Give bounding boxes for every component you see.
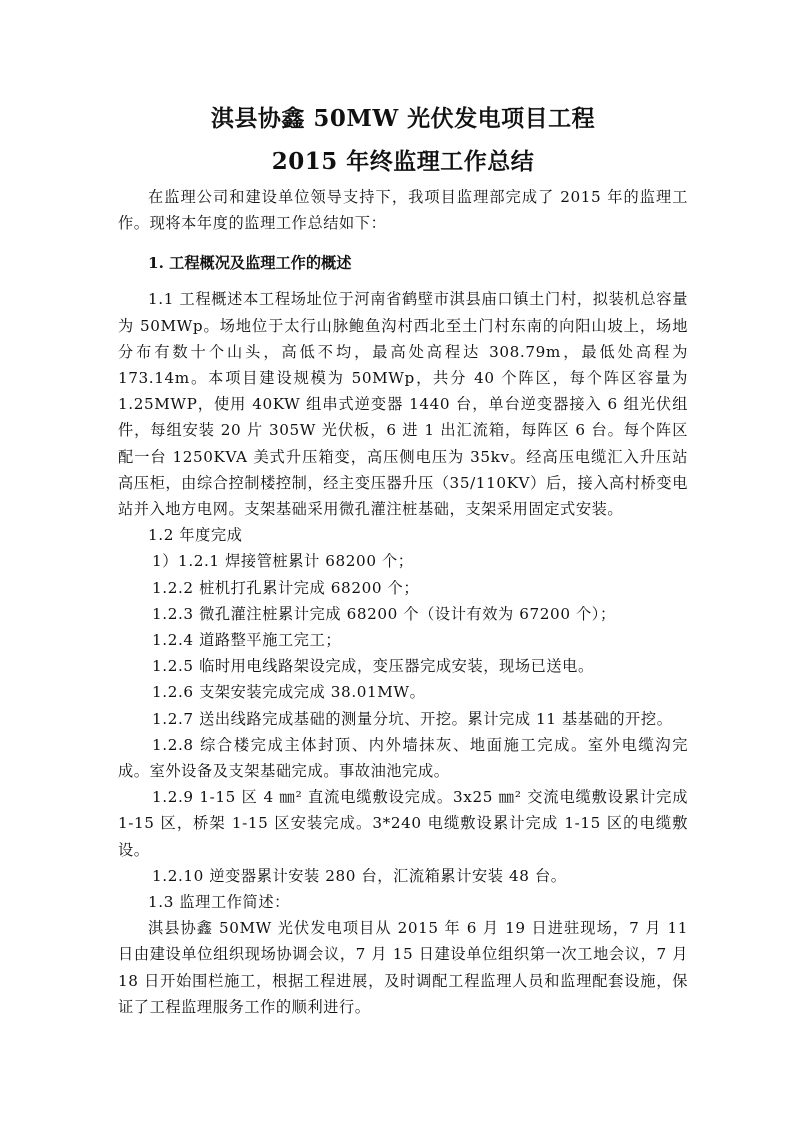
paragraph-1-3: 淇县协鑫 50MW 光伏发电项目从 2015 年 6 月 19 日进驻现场，7 月 11 日由建设单位组织现场协调会议，7 月 15 日建设单位组织第一次工地会议，7 月 18 日开始围栏施工，根据工程进展，及时调配工程监理人员和监理配套设施，保证了工程监理服务工作的顺利进行。 — [118, 919, 688, 1016]
list-item: 1）1.2.1 焊接管桩累计 68200 个； — [152, 552, 414, 571]
heading-1-2: 1.2 年度完成 — [148, 526, 243, 545]
heading-1-3: 1.3 监理工作简述： — [148, 893, 290, 912]
list-item: 1.2.4 道路整平施工完工； — [152, 631, 342, 650]
list-item: 1.2.6 支架安装完成完成 38.01MW。 — [152, 683, 426, 702]
list-item: 1.2.7 送出线路完成基础的测量分坑、开挖。累计完成 11 基基础的开挖。 — [152, 709, 673, 728]
list-item: 1.2.3 微孔灌注桩累计完成 68200 个（设计有效为 67200 个）； — [152, 604, 616, 623]
section-1-heading: 1. 工程概况及监理工作的概述 — [148, 254, 352, 273]
intro-paragraph: 在监理公司和建设单位领导支持下，我项目监理部完成了 2015 年的监理工作。现将本年度的监理工作总结如下： — [118, 188, 688, 233]
item-1-2-9: 1.2.9 1-15 区 4 ㎜² 直流电缆敷设完成。3x25 ㎜² 交流电缆敷设累计完成 1-15 区，桥架 1-15 区安装完成。3*240 电缆敷设累计完成 1-15 区的电缆敷设。 — [118, 788, 688, 859]
item-1-2-8: 1.2.8 综合楼完成主体封顶、内外墙抹灰、地面施工完成。室外电缆沟完成。室外设备及支架基础完成。事故油池完成。 — [118, 735, 688, 781]
list-item: 1.2.2 桩机打孔累计完成 68200 个； — [152, 578, 420, 597]
document-title-line2: 2015 年终监理工作总结 — [271, 148, 535, 175]
paragraph-1-1: 1.1 工程概述本工程场址位于河南省鹤壁市淇县庙口镇土门村，拟装机总容量为 50MWp。场地位于太行山脉鲍鱼沟村西北至土门村东南的向阳山坡上，场地分布有数十个山头，高低不均，最高处高程达 308.79m，最低处高程为 173.14m。本项目建设规模为 50MWp，共分 40 个阵区，每个阵区容量为 1.25MWP，使用 40KW 组串式逆变器 1440 台，单台逆变器接入 6 组光伏组件，每组安装 20 片 305W 光伏板，6 进 1 出汇流箱，每阵区 6 台。每个阵区配一台 1250KVA 美式升压箱变，高压侧电压为 35kv。经高压电缆汇入升压站高压柜，由综合控制楼控制，经主变压器升压（35/110KV）后，接入高村桥变电站并入地方电网。支架基础采用微孔灌注桩基础，支架采用固定式安装。 — [118, 290, 688, 519]
list-item: 1.2.5 临时用电线路架设完成，变压器完成安装，现场已送电。 — [152, 657, 594, 676]
item-1-2-10: 1.2.10 逆变器累计安装 280 台，汇流箱累计安装 48 台。 — [152, 866, 567, 885]
document-title-line1: 淇县协鑫 50MW 光伏发电项目工程 — [210, 105, 596, 132]
